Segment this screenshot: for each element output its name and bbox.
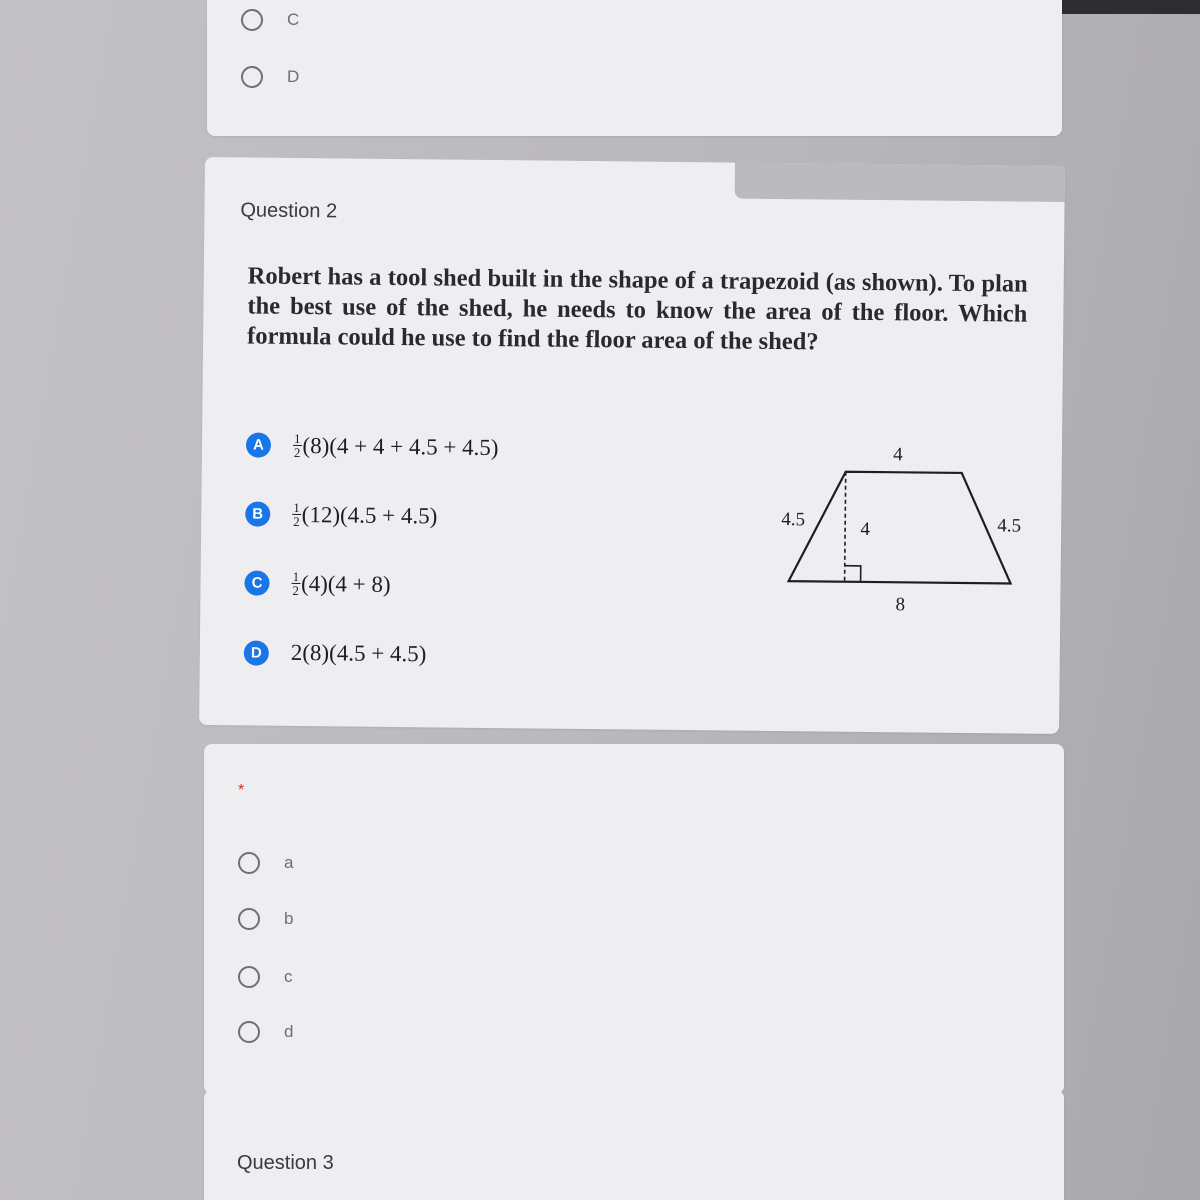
option-d-row[interactable] <box>241 66 299 88</box>
choice-a-formula <box>293 432 499 461</box>
half-fraction: $\frac{1}{2}$ <box>293 430 301 461</box>
right-leg-label: 4.5 <box>997 515 1022 537</box>
option-c-lower-label: c <box>284 967 293 986</box>
choice-c <box>244 569 390 598</box>
right-angle-mark <box>845 566 861 582</box>
half-fraction: $\frac{1}{2}$ <box>292 568 300 599</box>
question-2-card <box>199 157 1065 734</box>
choice-c-badge: C <box>244 570 269 595</box>
previous-question-card <box>207 0 1062 136</box>
choice-b-expression: (12)(4.5 + 4.5) <box>301 501 438 528</box>
top-bar-fragment <box>1060 0 1200 14</box>
radio-c[interactable] <box>241 9 263 31</box>
radio-a[interactable] <box>238 852 260 874</box>
choice-d-badge: D <box>244 640 269 665</box>
option-d-label: D <box>287 67 300 86</box>
card-notch <box>735 163 1065 202</box>
answer-card <box>204 744 1064 1094</box>
question-2-title: Question 2 <box>240 199 338 223</box>
half-fraction: $\frac{1}{2}$ <box>293 499 300 530</box>
trapezoid-diagram <box>760 433 1022 626</box>
option-b-label: b <box>284 909 294 928</box>
height-label: 4 <box>860 518 870 540</box>
choice-b-badge: B <box>245 501 270 526</box>
bottom-base-label: 8 <box>895 594 906 616</box>
radio-d-lower[interactable] <box>238 1021 260 1043</box>
choice-c-formula <box>291 570 390 598</box>
choice-a-badge: A <box>246 432 271 457</box>
left-leg-label: 4.5 <box>781 509 806 531</box>
radio-d[interactable] <box>241 66 263 88</box>
question-2-text: Robert has a tool shed built in the shape of a trapezoid (as shown). To plan the best use of the shed, he needs to know the area of the floor. Which formula could he use to find the floor area of the shed? <box>246 262 1028 356</box>
trapezoid-shape <box>789 471 1012 583</box>
choice-d <box>244 639 427 667</box>
radio-c-lower[interactable] <box>238 966 260 988</box>
choice-a <box>246 431 499 461</box>
option-b-row[interactable] <box>238 908 293 930</box>
option-a-label: a <box>284 853 294 872</box>
option-c-lower-row[interactable] <box>238 966 293 988</box>
option-a-row[interactable] <box>238 852 293 874</box>
choice-d-expression: 2(8)(4.5 + 4.5) <box>290 639 427 667</box>
required-mark: * <box>238 782 245 799</box>
question-3-title: Question 3 <box>237 1152 334 1174</box>
option-c-label: C <box>287 10 300 29</box>
option-d-lower-row[interactable] <box>238 1021 293 1043</box>
choice-c-expression: (4)(4 + 8) <box>300 570 391 597</box>
choice-d-formula <box>291 640 427 667</box>
top-base-label: 4 <box>893 444 903 466</box>
radio-b[interactable] <box>238 908 260 930</box>
choice-b-formula <box>292 501 437 530</box>
choice-b <box>245 500 437 529</box>
choice-a-expression: (8)(4 + 4 + 4.5 + 4.5) <box>302 432 499 460</box>
option-d-lower-label: d <box>284 1022 294 1041</box>
question-3-card <box>204 1090 1064 1200</box>
option-c-row[interactable] <box>241 9 299 31</box>
